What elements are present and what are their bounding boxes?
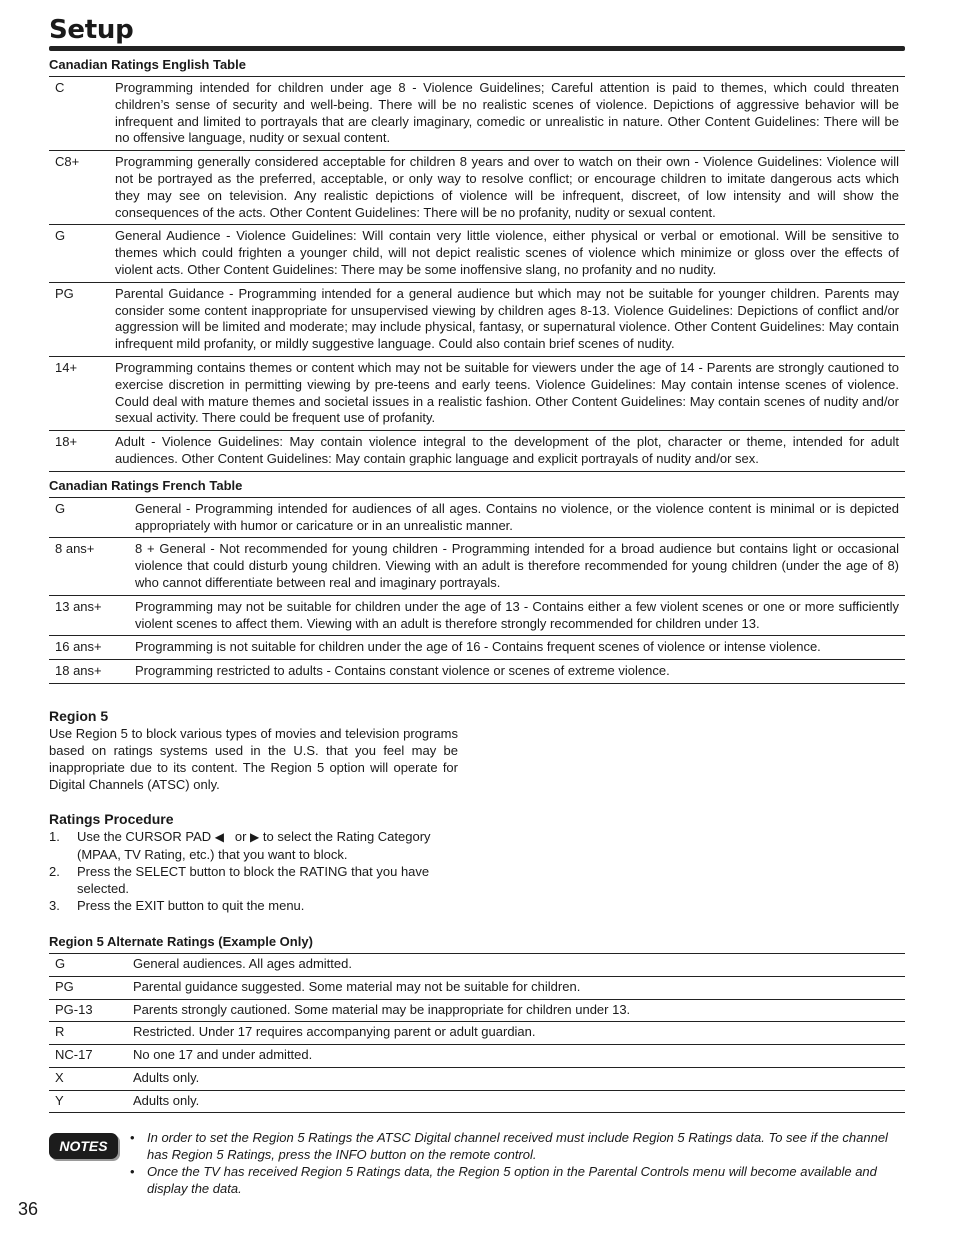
rating-code: C	[49, 77, 109, 151]
rating-description: Adult - Violence Guidelines: May contain violence integral to the development of the plot, character or theme, intended for adult audiences. Other Content Guidelines: May contain graphic language and explicit portrayals of nudity and/or sex.	[109, 431, 905, 472]
table-row	[49, 1090, 905, 1113]
french-table-caption: Canadian Ratings French Table	[49, 477, 243, 493]
rating-description: Adults only.	[127, 1067, 905, 1090]
manual-page	[49, 14, 905, 1195]
table-row	[49, 77, 905, 151]
rating-code: PG-13	[49, 999, 127, 1022]
rating-description: Programming intended for children under age 8 - Violence Guidelines; Careful attention is paid to themes, which could threaten children’s sense of security and well-being. There will be no realistic scenes of violence. Depictions of aggressive behavior will be infrequent and limited to portrayals that are clearly imaginary, comedic or unrealistic in nature. Other Content Guidelines: There will be no offensive language, nudity or sexual content.	[109, 77, 905, 151]
table-row	[49, 1022, 905, 1045]
rating-code: G	[49, 953, 127, 976]
bullet-icon: •	[130, 1130, 135, 1146]
ratings-procedure-section	[49, 811, 458, 914]
rating-code: 18 ans+	[49, 660, 129, 684]
rating-description: Parents strongly cautioned. Some material may be inappropriate for children under 13.	[127, 999, 905, 1022]
table-row	[49, 151, 905, 225]
rating-description: Adults only.	[127, 1090, 905, 1113]
rating-description: Programming generally considered acceptable for children 8 years and over to watch on their own - Violence Guidelines: Violence will not be portrayed as the preferred, acceptable, or only way to resolve conflict; or encourage children to imitate dangerous acts which they may see on television. Any realistic depictions of violence will be infrequent, discreet, of low intensity and will show the consequences of the acts. Other Content Guidelines: There will be no profanity, nudity or sexual content.	[109, 151, 905, 225]
region5-table-caption: Region 5 Alternate Ratings (Example Only)	[49, 933, 313, 949]
procedure-steps	[49, 828, 458, 914]
rating-code: Y	[49, 1090, 127, 1113]
table-row	[49, 225, 905, 282]
rating-description: General Audience - Violence Guidelines: Will contain very little violence, either physical or verbal or emotional. Will be sensitive to themes which could frighten a younger child, will not depict realistic scenes of violence which minimize or gloss over the effects of violent acts. Other Content Guidelines: There may be some inoffensive slang, no profanity and no nudity.	[109, 225, 905, 282]
list-item	[130, 1163, 905, 1197]
rating-code: 14+	[49, 356, 109, 430]
french-ratings-table	[49, 497, 905, 684]
rating-code: PG	[49, 976, 127, 999]
rating-description: Parental Guidance - Programming intended for a general audience but which may not be suitable for younger children. Parents may consider some content inappropriate for unsupervised viewing by children ages 8-13. Violence Guidelines: Depictions of conflict and/or aggression will be limited and moderate; may include physical, fantasy, or supernatural violence. Other Content Guidelines: May contain infrequent mild profanity, or mildly suggestive language. Could also contain brief scenes of nudity.	[109, 282, 905, 356]
table-row	[49, 976, 905, 999]
list-item	[49, 828, 458, 863]
step-number: 1.	[49, 828, 60, 844]
step-number: 3.	[49, 897, 60, 913]
note-text: In order to set the Region 5 Ratings the ATSC Digital channel received must include Region 5 Ratings data. To see if the channel has Region 5 Ratings, press the INFO button on the remote control.	[147, 1130, 888, 1163]
region5-body: Use Region 5 to block various types of movies and television programs based on ratings systems used in the U.S. that you feel may be inappropriate due to its content. The Region 5 option will operate for Digital Channels (ATSC) only.	[49, 725, 458, 792]
page-number: 36	[18, 1199, 39, 1219]
rating-code: G	[49, 225, 109, 282]
step-text: Press the EXIT button to quit the menu.	[77, 897, 305, 913]
table-row	[49, 282, 905, 356]
rating-description: Parental guidance suggested. Some material may not be suitable for children.	[127, 976, 905, 999]
notes-list	[130, 1129, 905, 1197]
rating-description: 8 + General - Not recommended for young children - Programming intended for a broad audience but contains light or occasional violence that could disturb young children. Viewing with an adult is therefore recommended for young children (under the age of 8) who cannot differentiate between real and imaginary portrayals.	[129, 538, 905, 595]
list-item	[49, 897, 458, 914]
table-row	[49, 660, 905, 684]
table-row	[49, 595, 905, 636]
table-row	[49, 1045, 905, 1068]
table-row	[49, 953, 905, 976]
rating-description: Programming restricted to adults - Contains constant violence or scenes of extreme violence.	[129, 660, 905, 684]
rating-code: 16 ans+	[49, 636, 129, 660]
rating-description: General audiences. All ages admitted.	[127, 953, 905, 976]
notes-badge: NOTES	[49, 1133, 118, 1159]
rating-code: NC-17	[49, 1045, 127, 1068]
rating-code: 18+	[49, 431, 109, 472]
region5-heading: Region 5	[49, 707, 109, 724]
table-row	[49, 999, 905, 1022]
rating-code: 8 ans+	[49, 538, 129, 595]
step-text: Use the CURSOR PAD	[77, 828, 212, 844]
title-rule	[49, 46, 905, 51]
step-text: Press the SELECT button to block the RATING that you have selected.	[77, 863, 430, 896]
step-number: 2.	[49, 863, 60, 879]
rating-code: 13 ans+	[49, 595, 129, 636]
note-text: Once the TV has received Region 5 Ratings data, the Region 5 option in the Parental Controls menu will become available and display the data.	[147, 1164, 877, 1197]
region5-section	[49, 708, 458, 793]
bullet-icon: •	[130, 1164, 135, 1180]
rating-code: R	[49, 1022, 127, 1045]
step-text: or	[234, 828, 247, 844]
left-arrow-icon: ◀	[214, 829, 224, 844]
list-item	[49, 863, 458, 897]
region5-ratings-table	[49, 953, 905, 1114]
rating-description: Programming contains themes or content which may not be suitable for viewers under the age of 14 - Parents are strongly cautioned to exercise discretion in permitting viewing by pre-teens and early teens. Violence Guidelines: May contain intense scenes of violence. Could deal with mature themes and societal issues in a realistic fashion. Other Content Guidelines: May contain scenes of nudity and/or sexual activity. There could be frequent use of profanity.	[109, 356, 905, 430]
table-row	[49, 636, 905, 660]
right-arrow-icon: ▶	[250, 829, 260, 844]
page-title: Setup	[49, 15, 134, 45]
rating-code: G	[49, 497, 129, 538]
table-row	[49, 1067, 905, 1090]
notes-section	[49, 1129, 905, 1195]
list-item	[130, 1129, 905, 1163]
table-row	[49, 538, 905, 595]
english-table-caption: Canadian Ratings English Table	[49, 57, 246, 72]
rating-description: Restricted. Under 17 requires accompanying parent or adult guardian.	[127, 1022, 905, 1045]
rating-description: Programming is not suitable for children under the age of 16 - Contains frequent scenes of violence or intense violence.	[129, 636, 905, 660]
english-ratings-table	[49, 76, 905, 472]
table-row	[49, 356, 905, 430]
rating-description: Programming may not be suitable for children under the age of 13 - Contains either a few violent scenes or one or more sufficiently violent scenes to affect them. Viewing with an adult is therefore strongly recommended for children under 13.	[129, 595, 905, 636]
rating-description: No one 17 and under admitted.	[127, 1045, 905, 1068]
procedure-heading: Ratings Procedure	[49, 810, 174, 827]
rating-description: General - Programming intended for audiences of all ages. Contains no violence, or the violence content is minimal or is depicted appropriately with humor or caricature or in an unrealistic manner.	[129, 497, 905, 538]
step-text: to select the Rating Category (MPAA, TV Rating, etc.) that you want to block.	[77, 828, 431, 862]
table-row	[49, 431, 905, 472]
rating-code: C8+	[49, 151, 109, 225]
table-row	[49, 497, 905, 538]
rating-code: X	[49, 1067, 127, 1090]
rating-code: PG	[49, 282, 109, 356]
